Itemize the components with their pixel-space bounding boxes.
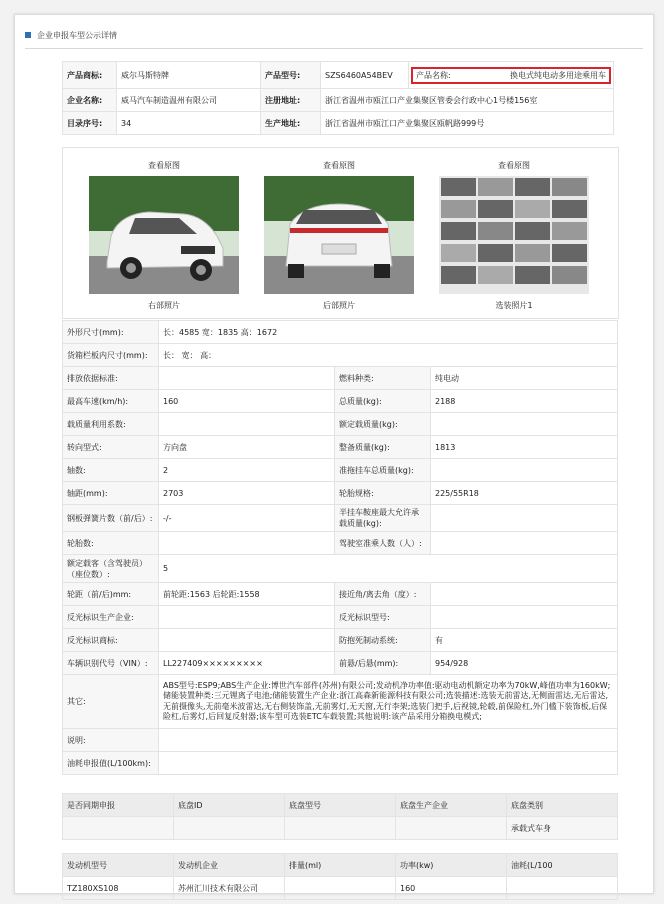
chassis-table (62, 793, 618, 840)
model-label: 产品型号: (261, 62, 321, 89)
reflect-brand-label: 反光标识商标: (63, 629, 159, 652)
abs-label: 防抱死制动系统: (335, 629, 431, 652)
catalog-value: 34 (117, 112, 261, 135)
reg-address-label: 注册地址: (261, 89, 321, 112)
engine-cell: TZ180XS108 (63, 877, 174, 900)
chassis-header: 底盘类别 (507, 794, 618, 817)
reflect-company-label: 反光标识生产企业: (63, 606, 159, 629)
engine-cell (285, 877, 396, 900)
engine-table (62, 853, 618, 900)
spring-value: -/- (159, 505, 335, 532)
load-util-label: 载质量利用系数: (63, 413, 159, 436)
abs-value: 有 (431, 629, 618, 652)
product-name-value: 换电式纯电动多用途乘用车 (510, 70, 606, 80)
photo-right-caption: 右部照片 (148, 301, 180, 310)
chassis-header: 底盘型号 (285, 794, 396, 817)
chassis-cell: 承载式车身 (507, 817, 618, 840)
car-right-image[interactable] (89, 176, 239, 294)
semi-trailer-value (431, 505, 618, 532)
view-original-link[interactable]: 查看原图 (323, 161, 355, 170)
chassis-cell (396, 817, 507, 840)
engine-header: 发动机型号 (63, 854, 174, 877)
speed-label: 最高车速(km/h): (63, 390, 159, 413)
other-label: 其它: (63, 675, 159, 729)
chassis-cell (285, 817, 396, 840)
tire-value: 225/55R18 (431, 482, 618, 505)
track-value: 前轮距:1563 后轮距:1558 (159, 583, 335, 606)
page-title: 企业申报车型公示详情 (37, 30, 117, 40)
fuel-value: 纯电动 (431, 367, 618, 390)
load-util-value (159, 413, 335, 436)
note-value (159, 729, 618, 752)
engine-cell: 160 (396, 877, 507, 900)
note-label: 说明: (63, 729, 159, 752)
reflect-model-label: 反光标识型号: (335, 606, 431, 629)
photo-optional (439, 148, 589, 318)
optional-parts-collage-image[interactable] (439, 176, 589, 294)
engine-header: 排量(ml) (285, 854, 396, 877)
car-rear-image[interactable] (264, 176, 414, 294)
prod-address-value: 浙江省温州市瓯江口产业集聚区瓯帆路999号 (321, 112, 614, 135)
fuel-label: 燃料种类: (335, 367, 431, 390)
steering-value: 方向盘 (159, 436, 335, 459)
angle-value (431, 583, 618, 606)
chassis-header: 底盘生产企业 (396, 794, 507, 817)
chassis-header: 底盘ID (174, 794, 285, 817)
detail-page (14, 14, 654, 894)
view-original-link[interactable]: 查看原图 (498, 161, 530, 170)
cargo-label: 货箱栏板内尺寸(mm): (63, 344, 159, 367)
vin-value: LL227409××××××××× (159, 652, 335, 675)
catalog-label: 目录序号: (63, 112, 117, 135)
brand-value: 威尔马斯特牌 (117, 62, 261, 89)
trailer-mass-label: 准拖挂车总质量(kg): (335, 459, 431, 482)
reg-address-value: 浙江省温州市瓯江口产业集聚区管委会行政中心1号楼156室 (321, 89, 614, 112)
photo-rear (264, 148, 414, 318)
photo-optional-caption: 选装照片1 (495, 301, 533, 310)
product-info-table (62, 61, 614, 135)
engine-header: 功率(kw) (396, 854, 507, 877)
chassis-cell (63, 817, 174, 840)
square-bullet-icon (25, 32, 31, 38)
product-name-highlight (411, 67, 611, 84)
reflect-brand-value (159, 629, 335, 652)
view-original-link[interactable]: 查看原图 (148, 161, 180, 170)
reflect-company-value (159, 606, 335, 629)
trailer-mass-value (431, 459, 618, 482)
fuel-consumption-label: 油耗申报值(L/100km): (63, 752, 159, 775)
product-name-label: 产品名称: (416, 70, 451, 80)
semi-trailer-label: 半挂车鞍座最大允许承载质量(kg): (335, 505, 431, 532)
vin-label: 车辆识别代号（VIN）: (63, 652, 159, 675)
model-value: SZS6460A54BEV (321, 62, 409, 89)
rated-load-label: 额定载质量(kg): (335, 413, 431, 436)
chassis-cell (174, 817, 285, 840)
photo-section (62, 147, 619, 319)
speed-value: 160 (159, 390, 335, 413)
dim-value: 长：4585 宽：1835 高：1672 (159, 321, 618, 344)
engine-cell (507, 877, 618, 900)
emission-label: 排放依据标准: (63, 367, 159, 390)
page-header (25, 27, 117, 43)
axles-value: 2 (159, 459, 335, 482)
engine-cell: 苏州汇川技术有限公司 (174, 877, 285, 900)
emission-value (159, 367, 335, 390)
chassis-header: 是否同期申报 (63, 794, 174, 817)
specs-table (62, 320, 618, 775)
spring-label: 钢板弹簧片数（前/后）: (63, 505, 159, 532)
curb-mass-label: 整备质量(kg): (335, 436, 431, 459)
dim-label: 外形尺寸(mm): (63, 321, 159, 344)
curb-mass-value: 1813 (431, 436, 618, 459)
company-label: 企业名称: (63, 89, 117, 112)
axles-label: 轴数: (63, 459, 159, 482)
total-mass-value: 2188 (431, 390, 618, 413)
cargo-value: 长： 宽： 高： (159, 344, 618, 367)
wheels-label: 轮胎数: (63, 532, 159, 555)
photo-rear-caption: 后部照片 (323, 301, 355, 310)
company-value: 威马汽车制造温州有限公司 (117, 89, 261, 112)
overhang-label: 前悬/后悬(mm): (335, 652, 431, 675)
tire-label: 轮胎规格: (335, 482, 431, 505)
reflect-model-value (431, 606, 618, 629)
rated-load-value (431, 413, 618, 436)
prod-address-label: 生产地址: (261, 112, 321, 135)
brand-label: 产品商标: (63, 62, 117, 89)
fuel-consumption-value (159, 752, 618, 775)
cab-seats-value (431, 532, 618, 555)
wheelbase-label: 轴距(mm): (63, 482, 159, 505)
overhang-value: 954/928 (431, 652, 618, 675)
photo-right (89, 148, 239, 318)
track-label: 轮距（前/后)mm: (63, 583, 159, 606)
total-mass-label: 总质量(kg): (335, 390, 431, 413)
seats-label: 额定载客（含驾驶员）（座位数）: (63, 555, 159, 583)
engine-header: 油耗(L/100 (507, 854, 618, 877)
header-divider (25, 48, 643, 49)
engine-header: 发动机企业 (174, 854, 285, 877)
wheelbase-value: 2703 (159, 482, 335, 505)
steering-label: 转向型式: (63, 436, 159, 459)
angle-label: 接近角/离去角（度）: (335, 583, 431, 606)
seats-value: 5 (159, 555, 618, 583)
other-value: ABS型号:ESP9;ABS生产企业:博世汽车部件(苏州)有限公司;发动机净功率值:驱动电动机额定功率为70kW,峰值功率为160kW;储能装置种类:三元锂离子电池;储能装置生产企业:浙江高森新能源科技有限公司;选装描述:选装无前雷达,无侧面雷达,无后雷达,无前摄像头,无前毫米波雷达,无右侧装饰盖,无前雾灯,无天窗,无行李架;选装门把手,后视镜,轮毂,前保险杠,外门槛下装饰板,后保险杠,后雾灯,后回复反射器;该车型可选装ETC车载装置;其他说明:该产品采用分箱换电模式; (159, 675, 618, 729)
cab-seats-label: 驾驶室准乘人数（人）: (335, 532, 431, 555)
wheels-value (159, 532, 335, 555)
